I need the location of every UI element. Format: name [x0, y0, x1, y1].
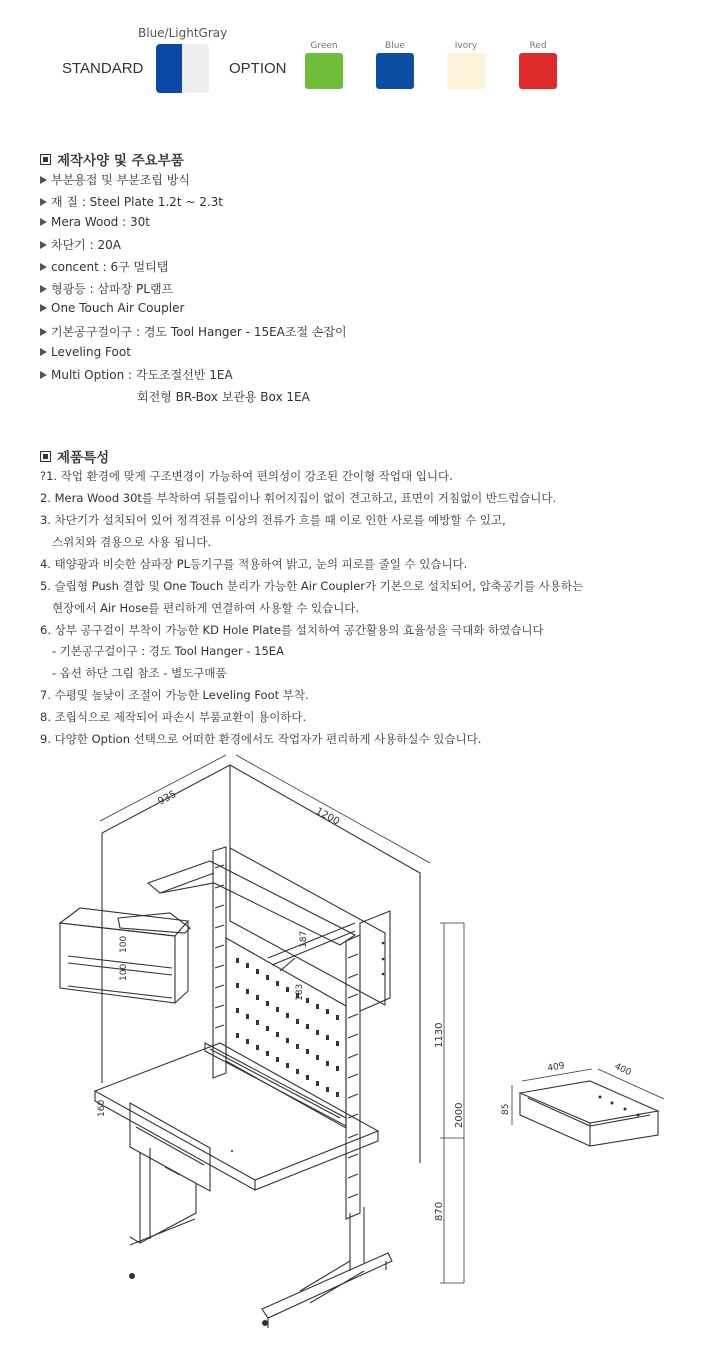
feature-line: 스위치와 겸용으로 사용 됩니다.	[52, 535, 212, 549]
specs-title: 제작사양 및 주요부품	[40, 149, 184, 169]
spec-item: 차단기 : 20A	[40, 236, 121, 253]
option-label: OPTION	[229, 60, 287, 77]
standard-blue-half	[156, 44, 182, 93]
standard-label: STANDARD	[62, 60, 144, 77]
triangle-bullet-icon	[40, 328, 47, 336]
feature-line: ?1. 작업 환경에 맞게 구조변경이 가능하여 편의성이 강조된 간이형 작업대 입니다.	[40, 469, 453, 483]
feature-line: 6. 상부 공구걸이 부착이 가능한 KD Hole Plate를 설치하여 공간활용의 효율성을 극대화 하였습니다	[40, 623, 544, 637]
triangle-bullet-icon	[40, 348, 47, 356]
spec-item: Multi Option : 각도조절선반 1EA	[40, 366, 233, 383]
option-red-caption: Red	[529, 41, 547, 51]
dim-total-height: 2000	[454, 1102, 465, 1128]
option-blue-swatch	[376, 53, 414, 89]
triangle-bullet-icon	[40, 176, 47, 184]
workbench-linework	[60, 755, 664, 1328]
feature-line: 4. 태양광과 비슷한 삼파장 PL등기구를 적용하여 밝고, 눈의 피로를 줄일 수 있습니다.	[40, 557, 468, 571]
square-bullet-icon	[40, 154, 51, 165]
feature-line: 9. 다양한 Option 선택으로 어떠한 환경에서도 작업자가 편리하게 사용하실수 있습니다.	[40, 732, 482, 746]
dim-top-thickness: 160	[97, 1099, 107, 1117]
option-green-swatch	[305, 53, 343, 89]
dim-depth: 935	[156, 788, 179, 808]
triangle-bullet-icon	[40, 218, 47, 226]
spec-item: 형광등 : 삼파장 PL램프	[40, 280, 173, 297]
feature-line: 3. 차단기가 설치되어 있어 정격전류 이상의 전류가 흐를 때 이로 인한 사로를 예방할 수 있고,	[40, 513, 506, 527]
triangle-bullet-icon	[40, 304, 47, 312]
dim-box-height-2: 100	[119, 935, 129, 953]
dim-shelf-height: 187	[299, 930, 309, 948]
spec-item: 기본공구걸이구 : 경도 Tool Hanger - 15EA조절 손잡이	[40, 323, 347, 340]
square-bullet-icon	[40, 451, 51, 462]
spec-item: Leveling Foot	[40, 345, 131, 359]
dim-table-height: 870	[434, 1201, 445, 1221]
option-green-caption: Green	[310, 41, 338, 51]
dimension-labels	[97, 789, 633, 1221]
standard-color-swatch	[156, 44, 209, 93]
triangle-bullet-icon	[40, 263, 47, 271]
spec-item: 부분용접 및 부분조립 방식	[40, 171, 190, 188]
feature-line: 7. 수평및 높낮이 조절이 가능한 Leveling Foot 부착.	[40, 688, 309, 702]
features-title: 제품특성	[40, 446, 109, 466]
dim-box-height: 85	[501, 1103, 511, 1115]
standard-color-caption: Blue/LightGray	[138, 26, 228, 40]
spec-item: One Touch Air Coupler	[40, 301, 184, 315]
triangle-bullet-icon	[40, 371, 47, 379]
spec-item: 재 질 : Steel Plate 1.2t ~ 2.3t	[40, 193, 223, 210]
option-red-swatch	[519, 53, 557, 89]
feature-line: 2. Mera Wood 30t를 부착하여 뒤틀림이나 휘어지집이 없이 견고하고, 표면이 거침없이 반드럽습니다.	[40, 491, 557, 505]
spec-item: Mera Wood : 30t	[40, 215, 150, 229]
spec-item: concent : 6구 멀티탭	[40, 258, 168, 275]
dim-upper-height: 1130	[434, 1022, 445, 1048]
feature-line: - 기본공구걸이구 : 경도 Tool Hanger - 15EA	[52, 644, 284, 658]
option-ivory-caption: Ivory	[454, 41, 478, 51]
spec-item-continuation: 회전형 BR-Box 보관용 Box 1EA	[137, 390, 310, 404]
feature-line: - 옵션 하단 그림 참조 - 별도구매품	[52, 666, 227, 680]
feature-line: 현장에서 Air Hose를 편리하게 연결하여 사용할 수 있습니다.	[52, 601, 360, 615]
triangle-bullet-icon	[40, 285, 47, 293]
feature-line: 8. 조립식으로 제작되어 파손시 부품교환이 용이하다.	[40, 710, 307, 724]
triangle-bullet-icon	[40, 198, 47, 206]
dim-width: 1200	[313, 805, 342, 828]
option-blue-caption: Blue	[385, 41, 405, 51]
dim-box-height-1: 100	[119, 963, 129, 981]
option-ivory-swatch	[447, 53, 485, 89]
feature-line: 5. 슬립형 Push 결합 및 One Touch 분리가 가능한 Air Coupler가 기본으로 설치되어, 압축공기를 사용하는	[40, 579, 584, 593]
dim-box-depth: 400	[612, 1061, 633, 1079]
standard-gray-half	[182, 44, 209, 93]
triangle-bullet-icon	[40, 241, 47, 249]
dim-shelf-height-2: 183	[295, 983, 305, 1001]
dim-box-width: 409	[546, 1061, 566, 1074]
workbench-drawing	[0, 743, 709, 1363]
